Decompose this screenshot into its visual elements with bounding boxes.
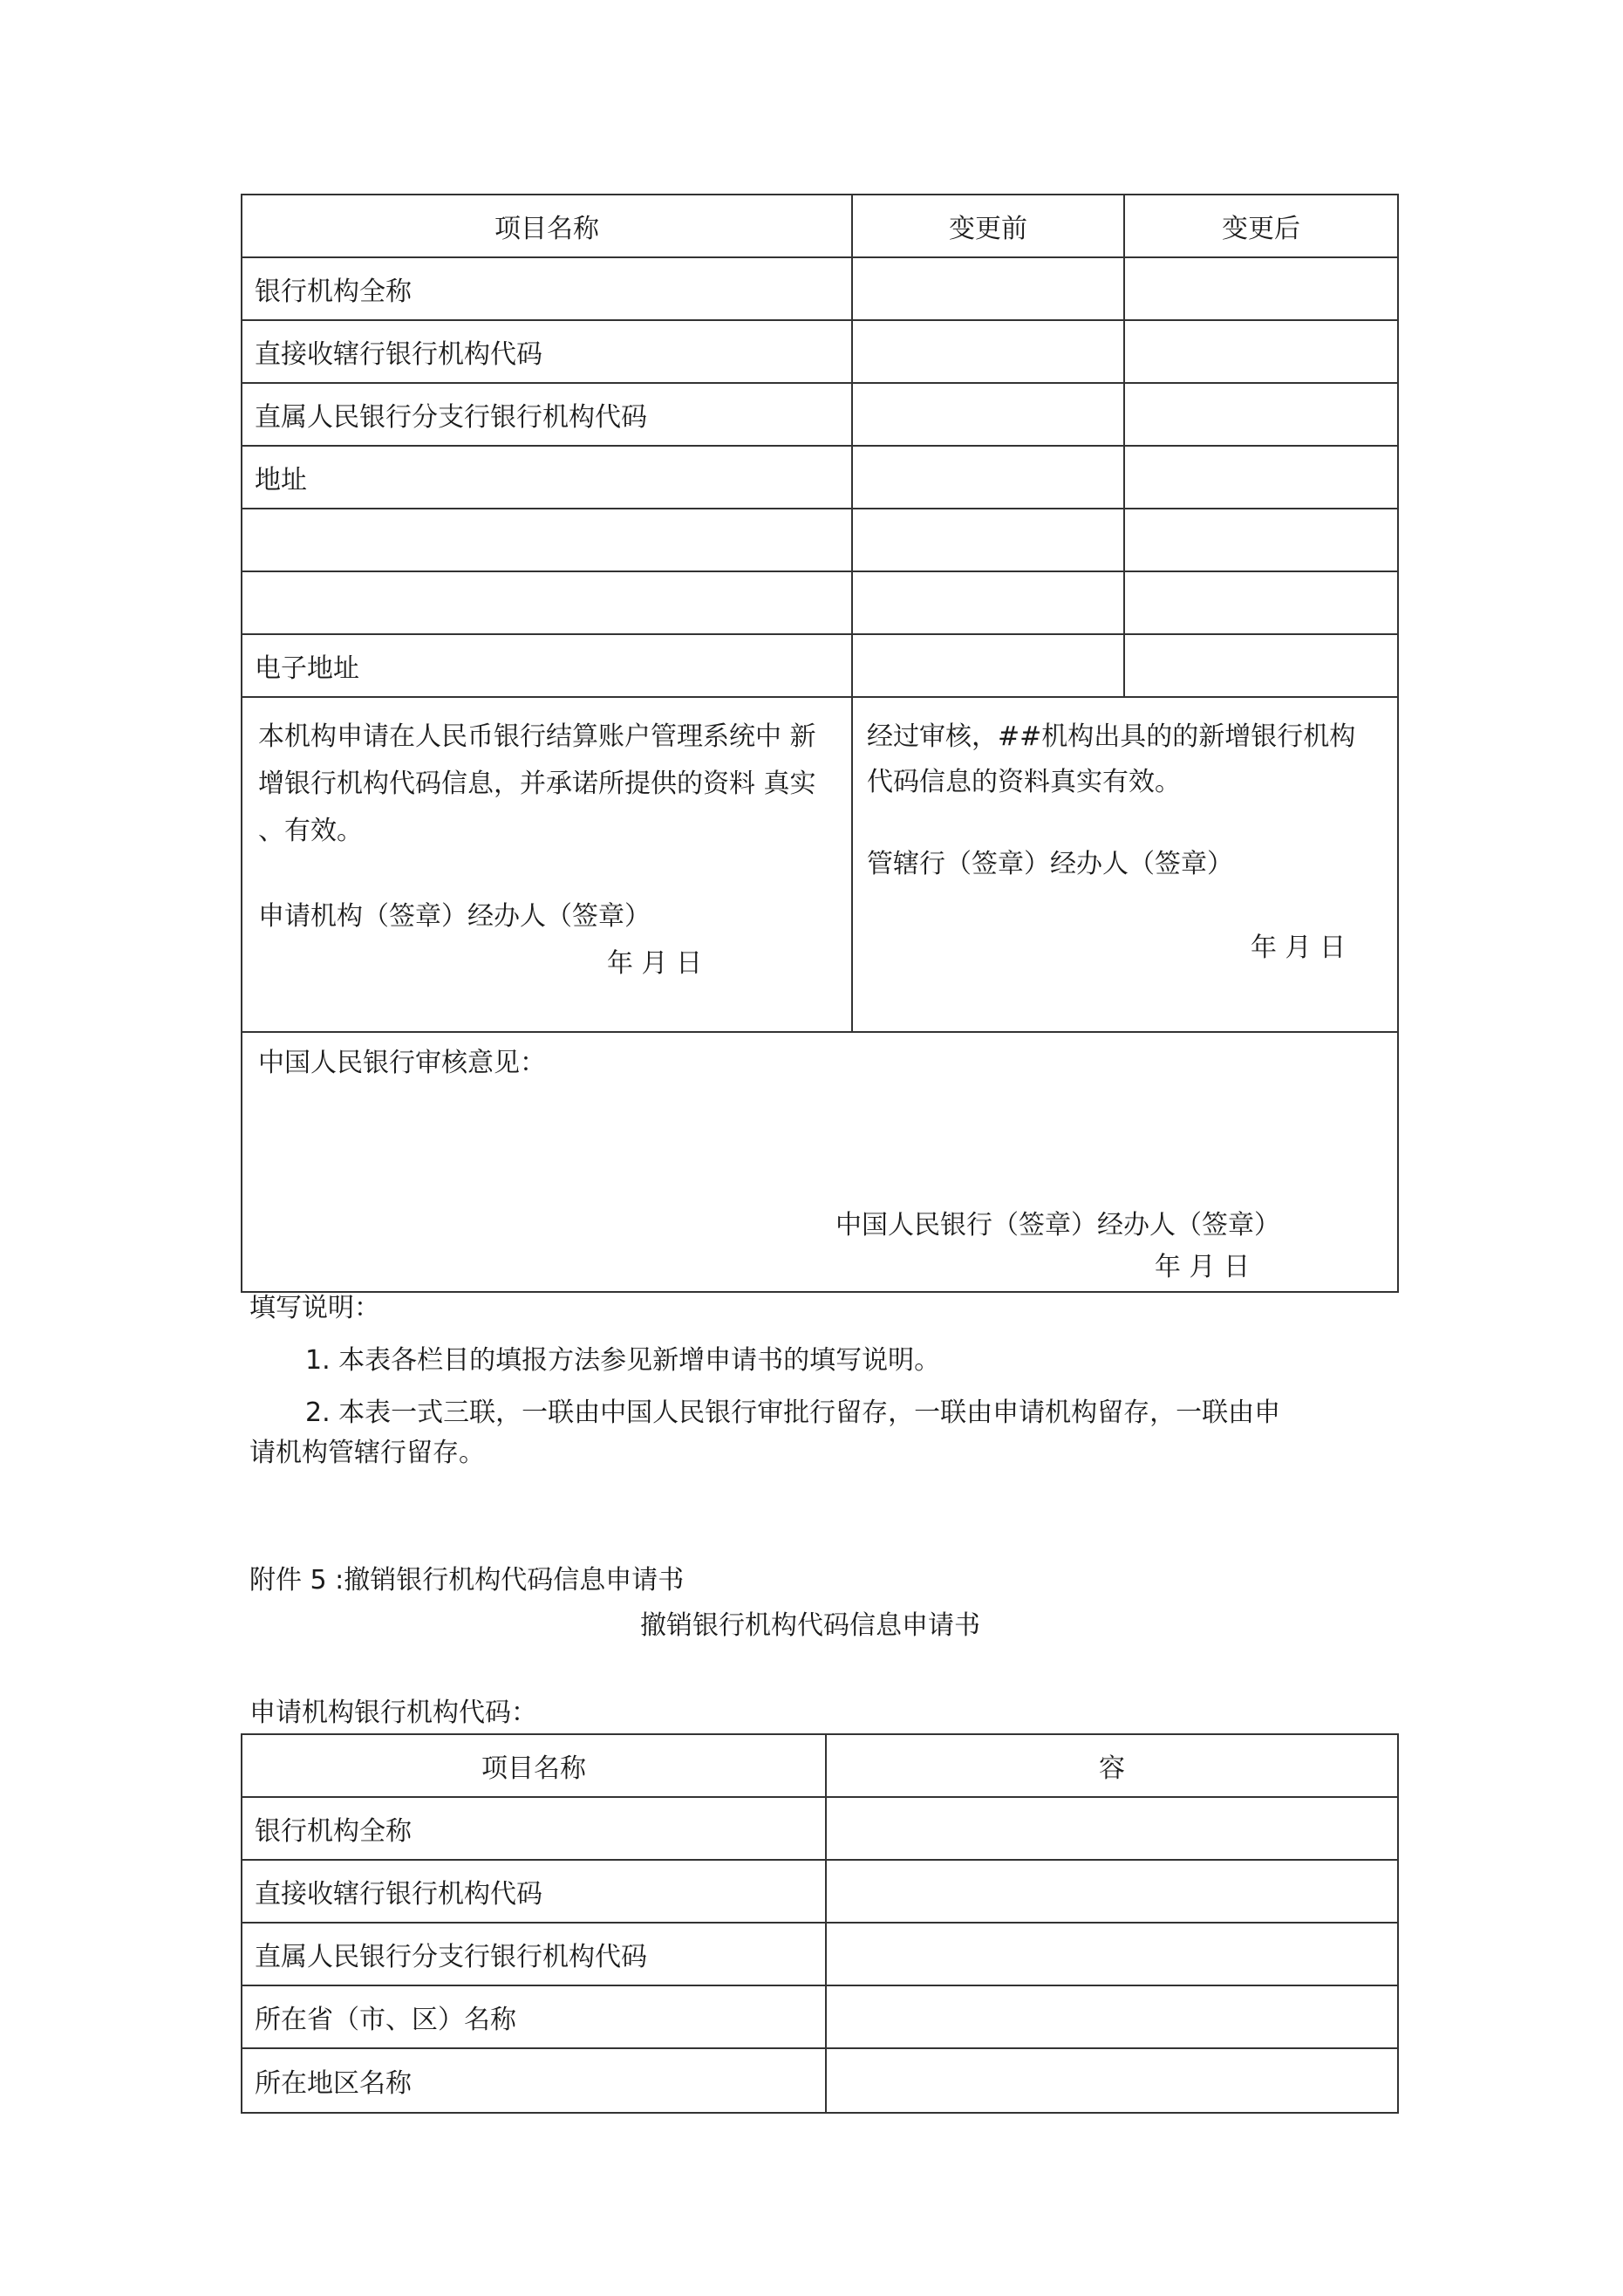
after-cell[interactable] xyxy=(1124,509,1398,571)
table-row xyxy=(242,634,1398,697)
reviewer-statement-cell xyxy=(852,697,1398,1032)
before-cell[interactable] xyxy=(852,509,1124,571)
row-label: 直属人民银行分支行银行机构代码 xyxy=(242,383,852,446)
row-label: 直接收辖行银行机构代码 xyxy=(242,320,852,383)
content-cell[interactable] xyxy=(826,1923,1398,1985)
change-info-table xyxy=(241,194,1399,1293)
before-cell[interactable] xyxy=(852,446,1124,509)
signature-row xyxy=(242,697,1398,1032)
applicant-code-label: 申请机构银行机构代码： xyxy=(249,1698,537,1728)
table-row xyxy=(242,571,1398,634)
content-cell[interactable] xyxy=(826,1797,1398,1860)
content-cell[interactable] xyxy=(826,2048,1398,2113)
row-label xyxy=(242,509,852,571)
applicant-line-2: 增银行机构代码信息，并承诺所提供的资料 真实 xyxy=(258,769,816,799)
table-row xyxy=(242,446,1398,509)
pboc-audit-row xyxy=(242,1032,1398,1292)
before-cell[interactable] xyxy=(852,320,1124,383)
table-row xyxy=(242,1797,1398,1860)
table-header-row xyxy=(242,1734,1398,1797)
table-row xyxy=(242,509,1398,571)
header-after: 变更后 xyxy=(1124,195,1398,257)
row-label: 银行机构全称 xyxy=(242,257,852,320)
content-cell[interactable] xyxy=(826,1860,1398,1923)
applicant-signature: 申请机构（签章）经办人（签章） xyxy=(258,901,651,932)
after-cell[interactable] xyxy=(1124,257,1398,320)
table-row xyxy=(242,1860,1398,1923)
row-label: 电子地址 xyxy=(242,634,852,697)
after-cell[interactable] xyxy=(1124,320,1398,383)
pboc-signature: 中国人民银行（签章）经办人（签章） xyxy=(835,1210,1280,1240)
before-cell[interactable] xyxy=(852,634,1124,697)
form-title: 撤销银行机构代码信息申请书 xyxy=(640,1610,980,1641)
header-item-name: 项目名称 xyxy=(242,195,852,257)
content-cell[interactable] xyxy=(826,1985,1398,2048)
row-label: 直属人民银行分支行银行机构代码 xyxy=(242,1923,826,1985)
table-row xyxy=(242,2048,1398,2113)
table-row xyxy=(242,257,1398,320)
note-item-1: 1. 本表各栏目的填报方法参见新增申请书的填写说明。 xyxy=(305,1345,941,1376)
row-label: 所在省（市、区）名称 xyxy=(242,1985,826,2048)
reviewer-date: 年 月 日 xyxy=(1251,933,1347,963)
notes-title: 填写说明： xyxy=(249,1293,380,1323)
before-cell[interactable] xyxy=(852,257,1124,320)
after-cell[interactable] xyxy=(1124,634,1398,697)
reviewer-signature: 管辖行（签章）经办人（签章） xyxy=(867,849,1233,879)
reviewer-line-1: 经过审核，##机构出具的的新增银行机构 xyxy=(867,721,1356,752)
before-cell[interactable] xyxy=(852,383,1124,446)
row-label xyxy=(242,571,852,634)
table-row xyxy=(242,1923,1398,1985)
revoke-info-table xyxy=(241,1733,1399,2114)
row-label: 直接收辖行银行机构代码 xyxy=(242,1860,826,1923)
applicant-line-1: 本机构申请在人民币银行结算账户管理系统中 新 xyxy=(258,721,816,752)
before-cell[interactable] xyxy=(852,571,1124,634)
reviewer-line-2: 代码信息的资料真实有效。 xyxy=(867,767,1181,797)
table-row xyxy=(242,1985,1398,2048)
table-header-row xyxy=(242,195,1398,257)
after-cell[interactable] xyxy=(1124,383,1398,446)
after-cell[interactable] xyxy=(1124,446,1398,509)
row-label: 银行机构全称 xyxy=(242,1797,826,1860)
applicant-date: 年 月 日 xyxy=(607,948,703,979)
row-label: 所在地区名称 xyxy=(242,2048,826,2113)
applicant-statement-cell xyxy=(242,697,852,1032)
note-item-2: 2. 本表一式三联，一联由中国人民银行审批行留存，一联由申请机构留存，一联由申 xyxy=(305,1397,1281,1428)
header-before: 变更前 xyxy=(852,195,1124,257)
header-item-name: 项目名称 xyxy=(242,1734,826,1797)
attachment-label: 附件 5 :撤销银行机构代码信息申请书 xyxy=(249,1565,685,1596)
after-cell[interactable] xyxy=(1124,571,1398,634)
note-item-2-continued: 请机构管辖行留存。 xyxy=(249,1438,485,1468)
pboc-audit-title: 中国人民银行审核意见： xyxy=(258,1048,546,1078)
header-content: 容 xyxy=(826,1734,1398,1797)
pboc-audit-cell xyxy=(242,1032,1398,1292)
row-label: 地址 xyxy=(242,446,852,509)
applicant-line-3: 、有效。 xyxy=(258,816,363,846)
table-row xyxy=(242,320,1398,383)
table-row xyxy=(242,383,1398,446)
pboc-date: 年 月 日 xyxy=(1155,1252,1251,1282)
